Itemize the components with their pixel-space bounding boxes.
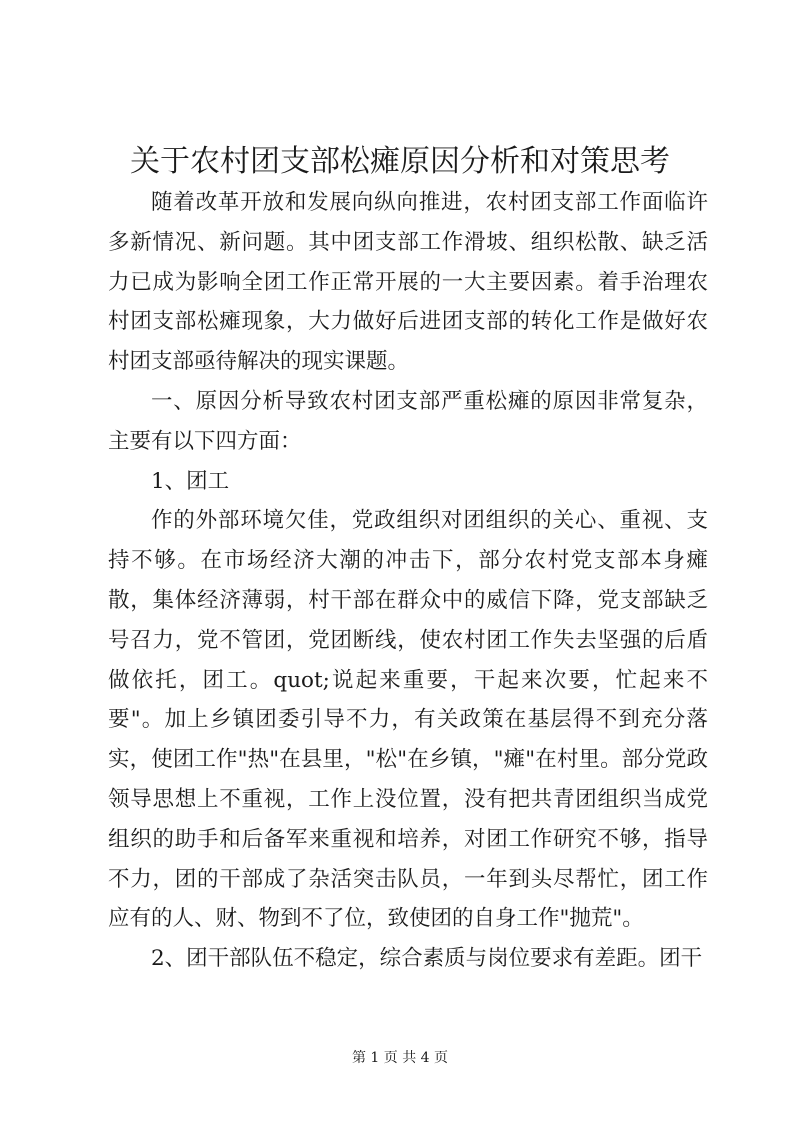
document-body xyxy=(108,183,708,979)
paragraph-section-one: 一、原因分析导致农村团支部严重松瘫的原因非常复杂，主要有以下四方面： xyxy=(108,388,708,454)
paragraph-item-two: 2、团干部队伍不稳定，综合素质与岗位要求有差距。团干 xyxy=(151,946,703,972)
paragraph-item-one-body: 作的外部环境欠佳，党政组织对团组织的关心、重视、支持不够。在市场经济大潮的冲击下，部分农村党支部本身瘫散，集体经济薄弱，村干部在群众中的威信下降，党支部缺乏号召力，党不管团，党团断线，使农村团工作失去坚强的后盾做依托，团工。quot;说起来重要，干起来次要，忙起来不要"。加上乡镇团委引导不力，有关政策在基层得不到充分落实，使团工作"热"在县里，"松"在乡镇，"瘫"在村里。部分党政领导思想上不重视，工作上没位置，没有把共青团组织当成党组织的助手和后备军来重视和培养，对团工作研究不够，指导不力，团的干部成了杂活突击队员，一年到头尽帮忙，团工作应有的人、财、物到不了位，致使团的自身工作"抛荒"。 xyxy=(108,508,708,932)
paragraph-item-one-heading: 1、团工 xyxy=(151,468,230,494)
document-title: 关于农村团支部松瘫原因分析和对策思考 xyxy=(130,144,670,179)
paragraph-intro: 随着改革开放和发展向纵向推进，农村团支部工作面临许多新情况、新问题。其中团支部工作滑坡、组织松散、缺乏活力已成为影响全团工作正常开展的一大主要因素。着手治理农村团支部松瘫现象，大力做好后进团支部的转化工作是做好农村团支部亟待解决的现实课题。 xyxy=(108,190,708,375)
page-footer: 第 1 页 共 4 页 xyxy=(351,1050,449,1066)
